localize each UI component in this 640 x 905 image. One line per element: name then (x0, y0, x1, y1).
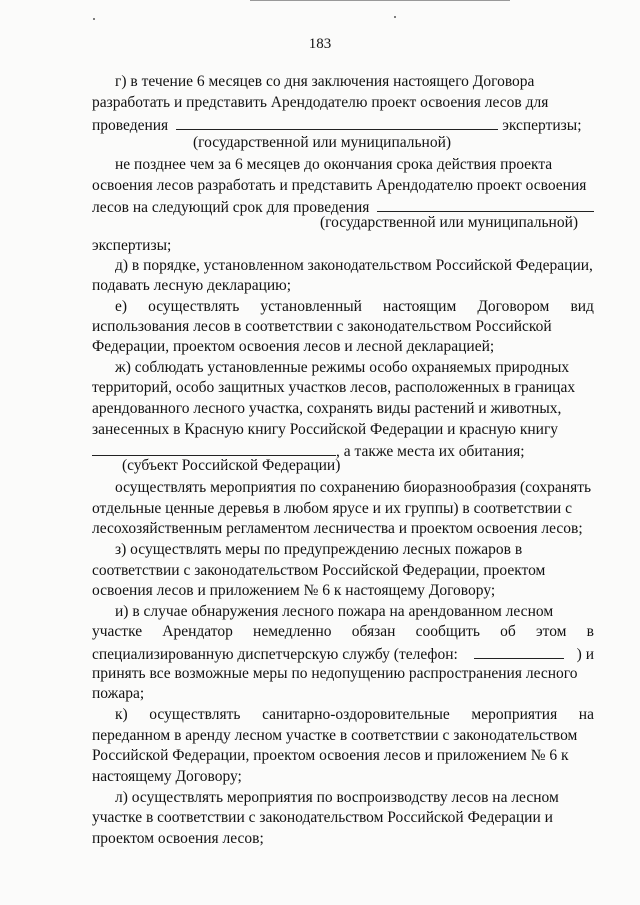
field-caption: (государственной или муниципальной) (320, 214, 579, 231)
text-line: принять все возможные меры по недопущению распространения лесного (92, 665, 578, 682)
field-caption: (субъект Российской Федерации) (122, 457, 341, 474)
text-line: разработать и представить Арендодателю проект освоения лесов для (92, 94, 549, 111)
text-line: проектом освоения лесов; (92, 830, 264, 847)
blank-field-line (474, 643, 564, 659)
text-line: использования лесов в соответствии с законодательством Российской (92, 318, 552, 335)
text-line: территорий, особо защитных участков лесов, расположенных в границах (92, 379, 576, 396)
text-line: и) в случае обнаружения лесного пожара на арендованном лесном (115, 603, 554, 620)
text-line: д) в порядке, установленном законодательством Российской Федерации, (115, 257, 593, 274)
text-line: Российской Федерации, проектом освоения лесов и приложением № 6 к (92, 747, 569, 764)
text-line: настоящему Договору; (92, 768, 242, 785)
text-line: Федерации, проектом освоения лесов и лесной декларацией; (92, 338, 495, 355)
text-line: лесов на следующий срок для проведения (92, 196, 594, 218)
text-line: освоения лесов разработать и представить Арендодателю проект освоения (92, 177, 587, 194)
text-line: ж) соблюдать установленные режимы особо охраняемых природных (115, 359, 570, 376)
text-line: арендованного лесного участка, сохранять виды растений и животных, (92, 400, 562, 417)
text-line: к) осуществлять санитарно-оздоровительные мероприятия на (115, 706, 594, 723)
text-line: проведения экспертизы; (92, 114, 594, 136)
text-line: подавать лесную декларацию; (92, 277, 292, 294)
text-line: не позднее чем за 6 месяцев до окончания срока действия проекта (115, 156, 553, 173)
blank-field-line (92, 440, 336, 456)
text-line: осуществлять мероприятия по сохранению биоразнообразия (сохранять (115, 479, 592, 496)
text-line: е) осуществлять установленный настоящим Договором вид (115, 298, 594, 315)
text-line: пожара; (92, 685, 145, 702)
blank-field-line (377, 196, 594, 212)
text-line: лесохозяйственным регламентом лесничества и проектом освоения лесов; (92, 520, 583, 537)
text-line: соответствии с законодательством Российской Федерации, проектом (92, 562, 546, 579)
text-line: отдельные ценные деревья в любом ярусе и их группы) в соответствии с (92, 500, 572, 517)
text-line: специализированную диспетчерскую службу (телефон: ) и (92, 643, 594, 665)
text-line: занесенных в Красную книгу Российской Федерации и красную книгу (92, 421, 559, 438)
scan-top-edge (250, 0, 510, 1)
page-number: 183 (308, 36, 332, 52)
text-line: , а также места их обитания; (92, 440, 594, 462)
text-line: экспертизы; (92, 237, 172, 254)
scan-speck (394, 16, 396, 18)
blank-field-line (176, 114, 498, 130)
text-line: з) осуществлять меры по предупреждению лесных пожаров в (115, 541, 523, 558)
scan-speck (93, 18, 95, 20)
text-line: участке в соответствии с законодательством Российской Федерации и (92, 809, 553, 826)
text-line: переданном в аренду лесном участке в соответствии с законодательством (92, 727, 578, 744)
text-line: освоения лесов и приложением № 6 к настоящему Договору; (92, 582, 496, 599)
text-line: участке Арендатор немедленно обязан сообщить об этом в (92, 623, 594, 640)
text-line: г) в течение 6 месяцев со дня заключения настоящего Договора (115, 73, 535, 90)
field-caption: (государственной или муниципальной) (193, 134, 452, 151)
text-line: л) осуществлять мероприятия по воспроизводству лесов на лесном (115, 789, 559, 806)
